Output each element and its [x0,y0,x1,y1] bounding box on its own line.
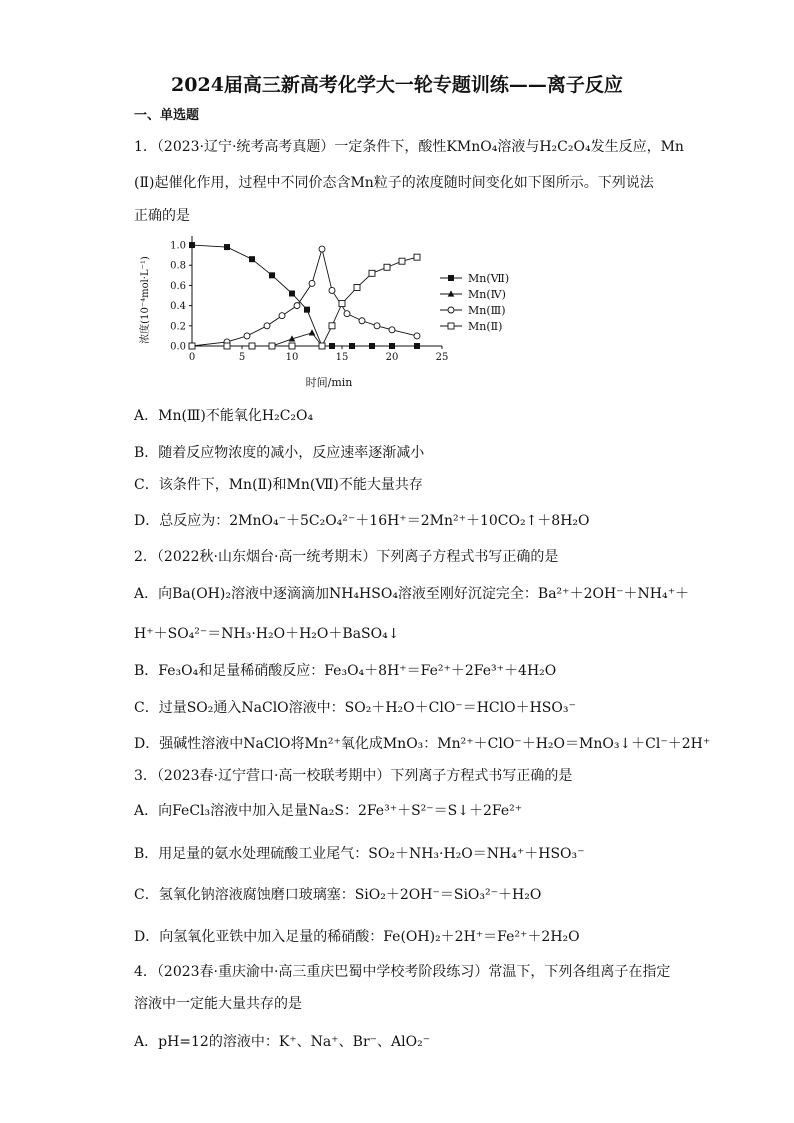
data-point-series-1 [349,343,355,349]
data-point-series-1 [369,343,375,349]
q2-option-d: D．强碱性溶液中NaClO将Mn²⁺氧化成MnO₃：Mn²⁺＋ClO⁻＋H₂O＝MnO₃↓＋Cl⁻＋2H⁺ [134,736,711,752]
data-point-series-3 [244,333,250,339]
x-tick-label: 5 [238,352,246,363]
y-tick-label: 0.6 [170,280,186,292]
q4-stem-line1: 4．（2023春·重庆渝中·高三重庆巴蜀中学校考阶段练习）常温下，下列各组离子在指定 [134,964,671,980]
data-point-series-4 [354,284,360,290]
q1-stem-line1: 1．（2023·辽宁·统考高考真题）一定条件下，酸性KMnO₄溶液与H₂C₂O₄发生反应，Mn [134,139,684,155]
q2-option-a-line1: A．向Ba(OH)₂溶液中逐滴滴加NH₄HSO₄溶液至刚好沉淀完全：Ba²⁺＋2OH⁻＋NH₄⁺＋ [134,586,690,602]
data-point-series-4 [319,343,325,349]
series-line-4 [192,257,417,346]
data-point-series-1 [289,291,295,297]
q3-option-a: A．向FeCl₃溶液中加入足量Na₂S：2Fe³⁺＋S²⁻＝S↓＋2Fe²⁺ [134,803,523,819]
section-heading: 一、单选题 [134,108,200,123]
data-point-series-4 [189,343,195,349]
legend-label: Mn(Ⅱ) [468,320,503,333]
data-point-series-3 [264,323,270,329]
y-tick-label: 0.0 [170,341,186,353]
data-point-series-1 [304,307,310,313]
data-point-series-3 [414,333,420,339]
data-point-series-3 [359,318,365,324]
data-point-series-1 [269,272,275,278]
legend-label: Mn(Ⅲ) [468,304,506,317]
legend-marker [448,323,454,329]
legend-marker [448,307,454,313]
data-point-series-1 [329,343,335,349]
chart-svg [134,228,534,398]
q4-option-a: A．pH=12的溶液中：K⁺、Na⁺、Br⁻、AlO₂⁻ [134,1034,431,1050]
data-point-series-4 [289,343,295,349]
q1-stem-line2: (Ⅱ)起催化作用，过程中不同价态含Mn粒子的浓度随时间变化如下图所示。下列说法 [134,175,654,191]
series-line-1 [192,245,417,346]
data-point-series-4 [414,254,420,260]
concentration-time-chart [134,228,534,398]
q3-option-d: D．向氢氧化亚铁中加入足量的稀硝酸：Fe(OH)₂＋2H⁺＝Fe²⁺＋2H₂O [134,929,580,945]
data-point-series-3 [309,280,315,286]
q1-option-b: B．随着反应物浓度的减小，反应速率逐渐减小 [134,445,425,461]
data-point-series-1 [249,256,255,262]
x-tick-label: 10 [285,352,299,363]
x-tick-label: 25 [435,352,449,363]
series-line-3 [192,249,417,346]
q1-option-a: A．Mn(Ⅲ)不能氧化H₂C₂O₄ [134,408,314,424]
y-axis-label: 浓度(10⁻⁴mol·L⁻¹) [140,256,151,344]
q2-stem: 2．（2022秋·山东烟台·高一统考期末）下列离子方程式书写正确的是 [134,549,559,565]
data-point-series-1 [389,343,395,349]
data-point-series-1 [414,343,420,349]
q2-option-a-line2: H⁺＋SO₄²⁻＝NH₃·H₂O＋H₂O＋BaSO₄↓ [134,626,400,642]
data-point-series-3 [319,246,325,252]
legend-label: Mn(Ⅶ) [468,272,510,285]
data-point-series-3 [344,311,350,317]
legend-marker [448,275,454,281]
x-tick-label: 0 [188,352,196,363]
data-point-series-4 [399,258,405,264]
data-point-series-3 [374,323,380,329]
q1-option-c: C．该条件下，Mn(Ⅱ)和Mn(Ⅶ)不能大量共存 [134,477,423,493]
data-point-series-4 [269,343,275,349]
data-point-series-3 [279,313,285,319]
data-point-series-4 [224,343,230,349]
y-tick-label: 0.2 [170,321,186,333]
q4-stem-line2: 溶液中一定能大量共存的是 [134,996,302,1012]
data-point-series-3 [389,327,395,333]
data-point-series-4 [249,343,255,349]
legend-marker [448,290,455,296]
y-tick-label: 1.0 [170,240,186,252]
x-axis-label: 时间/min [305,376,353,389]
data-point-series-4 [384,264,390,270]
q2-option-c: C．过量SO₂通入NaClO溶液中：SO₂＋H₂O＋ClO⁻＝HClO＋HSO₃⁻ [134,700,576,716]
data-point-series-4 [369,270,375,276]
legend-label: Mn(Ⅳ) [468,288,506,301]
data-point-series-2 [309,329,316,335]
q3-option-b: B．用足量的氨水处理硫酸工业尾气：SO₂＋NH₃·H₂O＝NH₄⁺＋HSO₃⁻ [134,846,585,862]
data-point-series-4 [339,301,345,307]
q1-stem-line3: 正确的是 [134,208,190,224]
q3-option-c: C．氢氧化钠溶液腐蚀磨口玻璃塞：SiO₂＋2OH⁻＝SiO₃²⁻＋H₂O [134,887,542,903]
page-title: 2024届高三新高考化学大一轮专题训练——离子反应 [171,74,623,96]
y-tick-label: 0.4 [170,301,186,313]
x-tick-label: 20 [385,352,399,363]
q2-option-b: B．Fe₃O₄和足量稀硝酸反应：Fe₃O₄＋8H⁺＝Fe²⁺＋2Fe³⁺＋4H₂O [134,663,557,679]
data-point-series-3 [294,303,300,309]
y-tick-label: 0.8 [170,260,186,272]
data-point-series-3 [329,287,335,293]
data-point-series-1 [189,242,195,248]
q3-stem: 3．（2023春·辽宁营口·高一校联考期中）下列离子方程式书写正确的是 [134,768,573,784]
data-point-series-1 [224,244,230,250]
data-point-series-4 [329,323,335,329]
q1-option-d: D．总反应为：2MnO₄⁻＋5C₂O₄²⁻＋16H⁺＝2Mn²⁺＋10CO₂↑＋8H₂O [134,513,590,529]
x-tick-label: 15 [335,352,349,363]
